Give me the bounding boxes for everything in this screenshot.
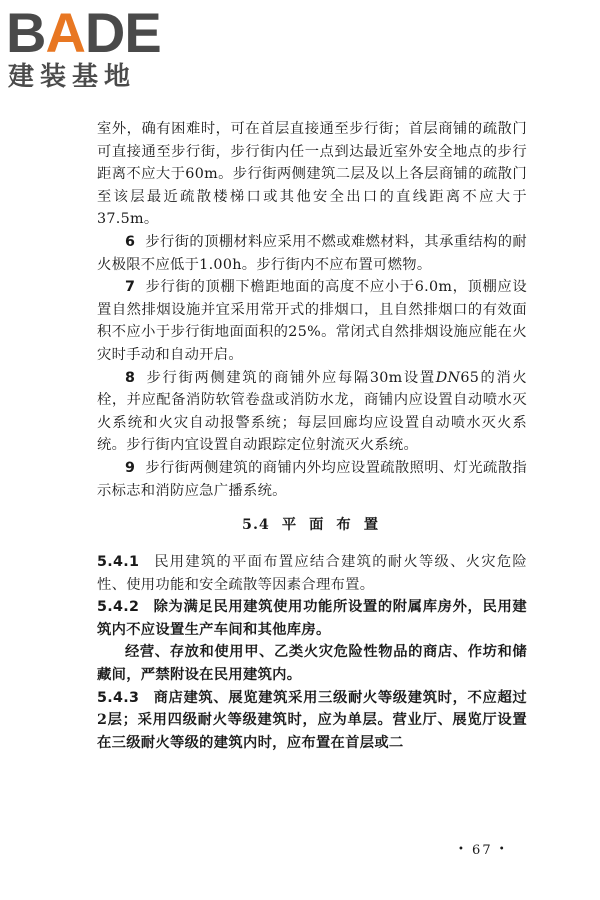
paragraph-number: 8	[125, 369, 136, 386]
paragraph-number: 7	[125, 279, 136, 296]
paragraph-9: 9 步行街两侧建筑的商铺内外均应设置疏散照明、灯光疏散指示标志和消防应急广播系统。	[97, 459, 527, 499]
logo-wordmark: BADE	[6, 1, 161, 64]
section-number: 5.4	[242, 517, 270, 534]
clause-code: 5.4.1	[97, 554, 140, 571]
paragraph-continuation: 室外，确有困难时，可在首层直接通至步行街；首层商铺的疏散门可直接通至步行街，步行街内任一点到达最近室外安全地点的步行距离不应大于60m。步行街两侧建筑二层及以上各层商铺的疏散门至该层最近疏散楼梯口或其他安全出口的直线距离不应大于37.5m。	[97, 121, 527, 228]
clause-code: 5.4.2	[97, 599, 140, 616]
clause-5-4-3: 5.4.3 商店建筑、展览建筑采用三级耐火等级建筑时，不应超过2层；采用四级耐火等级建筑时，应为单层。营业厅、展览厅设置在三级耐火等级的建筑内时，应布置在首层或二	[97, 689, 527, 751]
paragraph-6: 6 步行街的顶棚材料应采用不燃或难燃材料，其承重结构的耐火极限不应低于1.00h。步行街内不应布置可燃物。	[97, 233, 527, 273]
clause-5-4-2: 5.4.2 除为满足民用建筑使用功能所设置的附属库房外，民用建筑内不应设置生产车间和其他库房。	[97, 599, 527, 638]
section-title: 平 面 布 置	[281, 517, 382, 534]
logo	[6, 1, 206, 92]
page-number: • 67 •	[458, 843, 507, 858]
section-heading	[97, 515, 527, 535]
logo-subtitle: 建装基地	[8, 62, 137, 92]
clause-5-4-2-paragraph-2: 经营、存放和使用甲、乙类火灾危险性物品的商店、作坊和储藏间，严禁附设在民用建筑内。	[97, 644, 527, 684]
paragraph-number: 9	[125, 459, 136, 476]
paragraph-8: 8 步行街两侧建筑的商铺外应每隔30m设置DN65的消火栓，并应配备消防软管卷盘或消防水龙，商铺内应设置自动喷水灭火系统和火灾自动报警系统；每层回廊均应设置自动喷水灭火系统。步行街内宜设置自动跟踪定位射流灭火系统。	[97, 369, 527, 454]
logo-accent-letter: A	[45, 1, 85, 64]
paragraph-number: 6	[125, 233, 136, 250]
page-body	[97, 118, 527, 754]
clause-5-4-1: 5.4.1 民用建筑的平面布置应结合建筑的耐火等级、火灾危险性、使用功能和安全疏散等因素合理布置。	[97, 554, 527, 593]
paragraph-7: 7 步行街的顶棚下檐距地面的高度不应小于6.0m，顶棚应设置自然排烟设施并宜采用常开式的排烟口，且自然排烟口的有效面积不应小于步行街地面面积的25%。常闭式自然排烟设施应能在火灾时手动和自动开启。	[97, 279, 527, 363]
clause-code: 5.4.3	[97, 689, 140, 706]
